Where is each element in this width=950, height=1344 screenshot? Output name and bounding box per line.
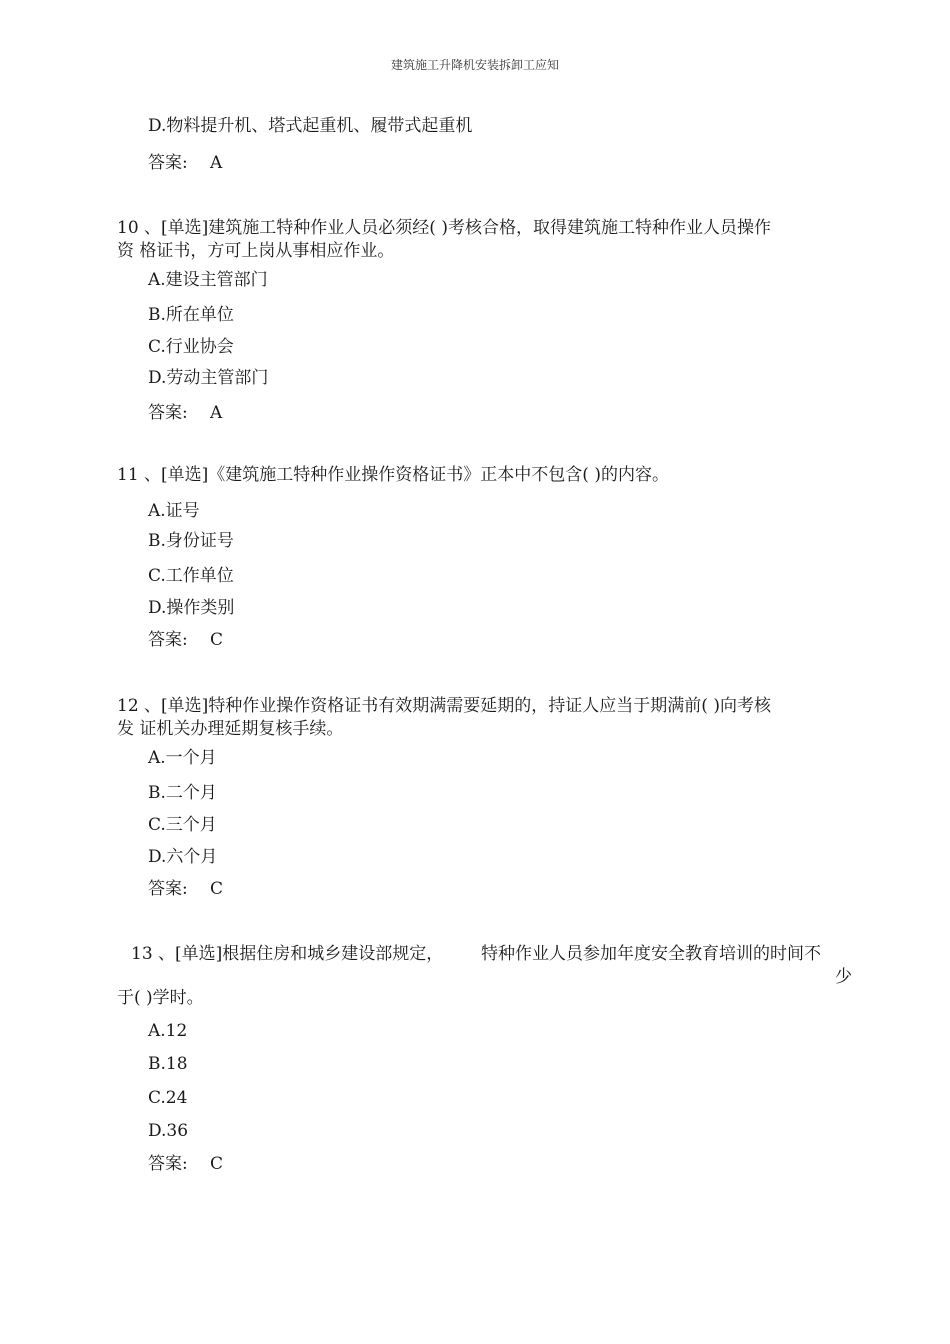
option-b: B.所在单位 <box>148 305 234 325</box>
answer-label: 答案: <box>148 403 188 423</box>
answer-value: A <box>210 403 223 423</box>
option-b: B.18 <box>148 1054 188 1074</box>
option-c: C.三个月 <box>148 815 217 835</box>
question-10-line1: 10 、[单选]建筑施工特种作业人员必须经( )考核合格，取得建筑施工特种作业人员操作 <box>117 218 771 238</box>
question-13-line1b: 特种作业人员参加年度安全教育培训的时间不 <box>481 944 821 964</box>
option-d: D.操作类别 <box>148 598 235 618</box>
question-13-line1c: 少 <box>835 967 852 987</box>
option-d: D.36 <box>148 1121 189 1141</box>
answer-line <box>148 629 223 651</box>
question-10-line2: 资 格证书，方可上岗从事相应作业。 <box>117 241 395 261</box>
page-header: 建筑施工升降机安装拆卸工应知 <box>390 58 559 72</box>
option-c: C.工作单位 <box>148 566 234 586</box>
option-a: A.一个月 <box>148 748 217 768</box>
option-a: A.建设主管部门 <box>148 270 268 290</box>
answer-line <box>148 152 222 174</box>
answer-label: 答案: <box>148 630 188 650</box>
option-d: D.六个月 <box>148 847 218 867</box>
option-c: C.24 <box>148 1088 188 1108</box>
question-13-line1a: 13 、[单选]根据住房和城乡建设部规定， <box>131 944 444 964</box>
answer-value: C <box>210 630 224 650</box>
option-a: A.12 <box>148 1021 188 1041</box>
answer-label: 答案: <box>148 1154 188 1174</box>
answer-label: 答案: <box>148 153 188 173</box>
answer-value: C <box>210 879 224 899</box>
option-d: D.物料提升机、塔式起重机、履带式起重机 <box>148 116 473 136</box>
option-b: B.身份证号 <box>148 531 234 551</box>
option-d: D.劳动主管部门 <box>148 368 269 388</box>
option-a: A.证号 <box>148 501 200 521</box>
question-11-line1: 11 、[单选]《建筑施工特种作业操作资格证书》正本中不包含( )的内容。 <box>117 465 669 485</box>
option-b: B.二个月 <box>148 783 217 803</box>
question-12-line1: 12 、[单选]特种作业操作资格证书有效期满需要延期的，持证人应当于期满前( )向考核 <box>117 696 771 716</box>
question-13-line2: 于( )学时。 <box>117 988 204 1008</box>
answer-value: C <box>210 1154 224 1174</box>
answer-label: 答案: <box>148 879 188 899</box>
question-12-line2: 发 证机关办理延期复核手续。 <box>117 719 344 739</box>
answer-line <box>148 402 222 424</box>
answer-line <box>148 1153 223 1175</box>
answer-line <box>148 878 223 900</box>
option-c: C.行业协会 <box>148 337 234 357</box>
answer-value: A <box>210 153 223 173</box>
